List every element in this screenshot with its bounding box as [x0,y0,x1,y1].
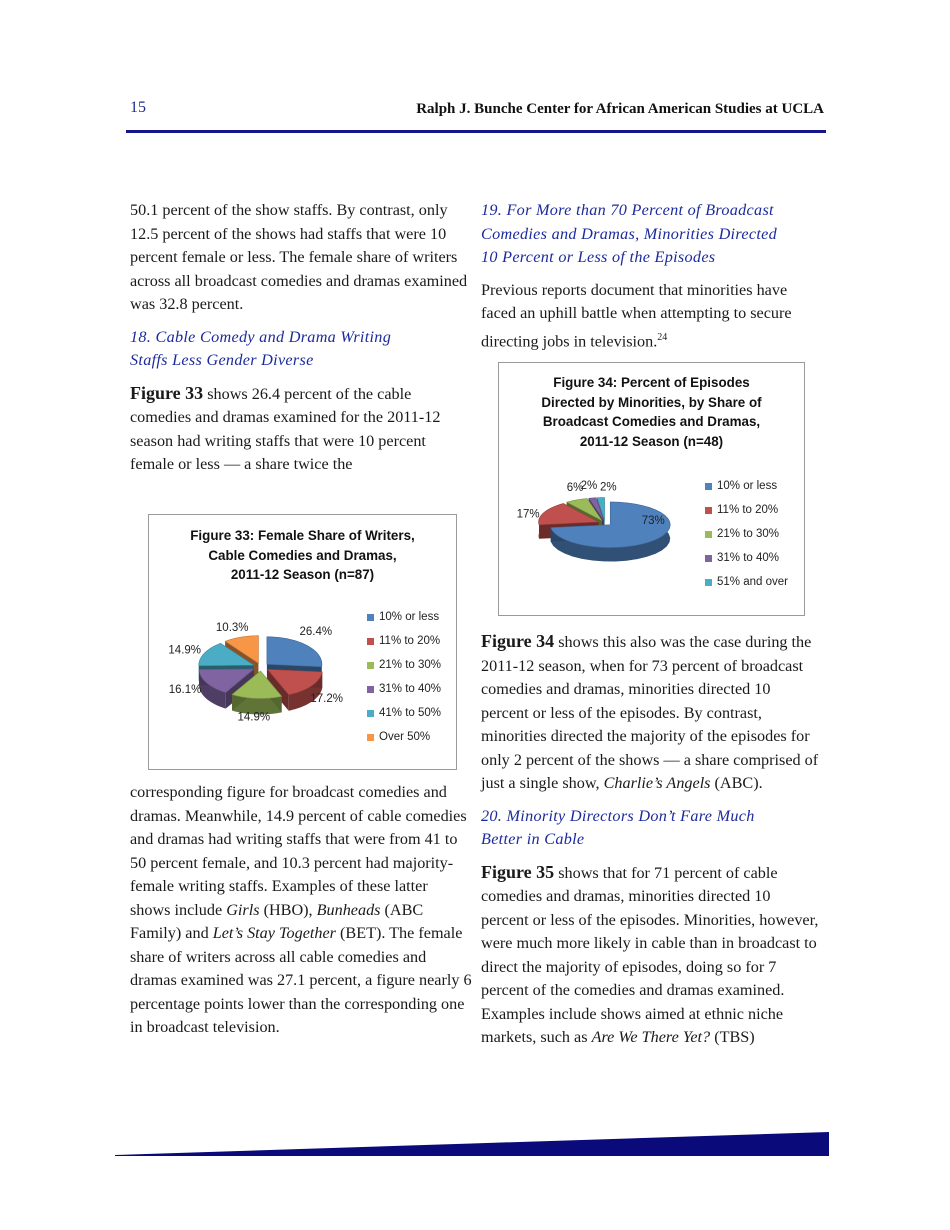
title-line: Figure 33: Female Share of Writers, [190,528,415,543]
show-title: Let’s Stay Together [212,924,336,942]
legend-item [367,701,441,725]
legend-swatch [367,710,374,717]
legend-item [367,653,441,677]
legend-item [705,474,788,498]
data-label: 14.9% [168,644,202,657]
data-label: 2% [599,481,617,494]
legend-swatch [705,579,712,586]
legend-item [367,629,441,653]
legend-label: 10% or less [717,480,778,492]
paragraph: 50.1 percent of the show staffs. By contrast, only 12.5 percent of the shows had staffs that were 10 percent female or less. The female share of writers across all broadcast comedies and dramas examined was 32.8 percent. [130,201,468,313]
heading-line: Comedies and Dramas, Minorities Directed [481,224,777,243]
legend-item [367,677,441,701]
legend-label: 51% and over [717,576,788,588]
legend-label: 41% to 50% [379,707,442,719]
paragraph [481,279,821,354]
pie-chart-33 [149,607,369,767]
legend-label: 21% to 30% [717,528,780,540]
pie-slice-10-or-less [267,637,322,667]
paragraph [130,382,472,477]
paragraph-text: Previous reports document that minorities have faced an uphill battle when attempting to secure directing jobs in television. [481,280,792,350]
show-title: Girls [226,900,260,919]
right-column-top [481,199,821,353]
paragraph-text: corresponding figure for broadcast comedies and dramas. Meanwhile, 14.9 percent of cable comedies and dramas had writing staffs that were from 41 to 50 percent female, and 10.3 percent had majority-female writing staffs. Examples of these latter shows include [130,783,467,919]
legend-swatch [705,507,712,514]
data-label: 14.9% [237,711,271,724]
legend-swatch [367,686,374,693]
title-line: Broadcast Comedies and Dramas, [542,414,761,429]
data-label: 16.1% [168,683,202,696]
legend-item [705,498,788,522]
title-line: Figure 34: Percent of Episodes [553,375,750,390]
chart-title [149,526,456,585]
legend-item [705,570,788,594]
legend-item [705,522,788,546]
paragraph-text: (ABC). [710,774,763,792]
title-line: Directed by Minorities, by Share of [541,394,762,410]
show-title: Bunheads [316,900,381,919]
legend-item [367,605,441,629]
data-label: 73% [641,514,665,527]
chart-legend [705,474,788,594]
paragraph [130,781,472,1040]
figure-34 [498,362,805,616]
data-label: 2% [580,480,598,493]
figure-reference: Figure 33 [130,382,204,403]
show-title: Charlie’s Angels [603,774,711,792]
paragraph-text: (HBO), [259,900,317,919]
legend-swatch [367,734,374,741]
data-label: 6% [566,482,584,495]
chart-legend [367,605,441,749]
header-rule [126,130,826,133]
figure-reference: Figure 34 [481,631,555,651]
data-label: 17% [516,508,540,521]
figure-33 [148,514,457,770]
heading-line: Better in Cable [481,830,585,848]
show-title: Are We There Yet? [591,1028,711,1046]
heading-line: 20. Minority Directors Don’t Fare Much [481,806,755,825]
legend-swatch [705,483,712,490]
data-label: 17.2% [310,693,343,706]
legend-label: 10% or less [379,611,440,623]
footer-bar [115,1131,830,1157]
legend-swatch [367,662,374,669]
title-line: 2011-12 Season (n=48) [579,433,724,449]
legend-item [367,725,441,749]
page-number: 15 [130,99,146,116]
heading-line: Staffs Less Gender Diverse [130,351,314,369]
legend-item [705,546,788,570]
heading-line: 19. For More than 70 Percent of Broadcast [481,201,774,219]
legend-label: 31% to 40% [717,552,780,564]
legend-label: 21% to 30% [379,659,442,671]
paragraph-text: (TBS) [710,1028,755,1046]
section-heading-18 [130,326,472,373]
pie-chart-34 [499,473,704,593]
legend-label: 11% to 20% [379,635,441,647]
legend-swatch [705,531,712,538]
legend-swatch [705,555,712,562]
section-heading-19 [481,199,821,270]
legend-swatch [367,614,374,621]
paragraph-text: shows this also was the case during the 2011-12 season, when for 73 percent of broadcast comedies and dramas, minorities directed 10 percent or less of the episodes. By contrast, minorities directed the majority of the episodes for only 2 percent of the shows — a share comprised of just a single show, [481,633,819,792]
section-heading-20 [481,805,821,852]
chart-title [499,373,804,451]
heading-line: 10 Percent or Less of the Episodes [481,248,716,266]
title-line: 2011-12 Season (n=87) [230,567,375,582]
paragraph [481,630,821,796]
paragraph-text: shows 26.4 percent of the cable comedies and dramas examined for the 2011-12 season had writing staffs that were 10 percent female or less — a share twice the [130,384,441,473]
running-header: Ralph J. Bunche Center for African American Studies at UCLA [416,101,824,117]
legend-label: 31% to 40% [379,683,442,695]
legend-label: 11% to 20% [717,504,779,516]
paragraph-text: (BET). The female share of writers across all cable comedies and dramas examined was 27.1 percent, a figure nearly 6 percentage points lower than the corresponding one in broadcast television. [130,924,472,1036]
legend-swatch [367,638,374,645]
title-line: Cable Comedies and Dramas, [208,547,397,563]
heading-line: 18. Cable Comedy and Drama Writing [130,327,392,346]
paragraph-text: (ABC Family) and [130,900,424,942]
paragraph [481,861,821,1050]
legend-label: Over 50% [379,731,431,743]
figure-reference: Figure 35 [481,861,555,882]
data-label: 10.3% [215,622,249,635]
left-column-top [130,199,472,477]
paragraph-text: shows that for 71 percent of cable comedies and dramas, minorities directed 10 percent or less of the episodes. Minorities, however, were much more likely in cable than in broadcast to direct the majority of episodes, doing so for 7 percent of the comedies and dramas examined. Examples include shows aimed at ethnic niche markets, such as [481,863,819,1046]
left-column-bottom [130,781,472,1040]
footnote-marker: 24 [657,331,668,343]
right-column-bottom [481,630,821,1050]
data-label: 26.4% [299,625,333,638]
